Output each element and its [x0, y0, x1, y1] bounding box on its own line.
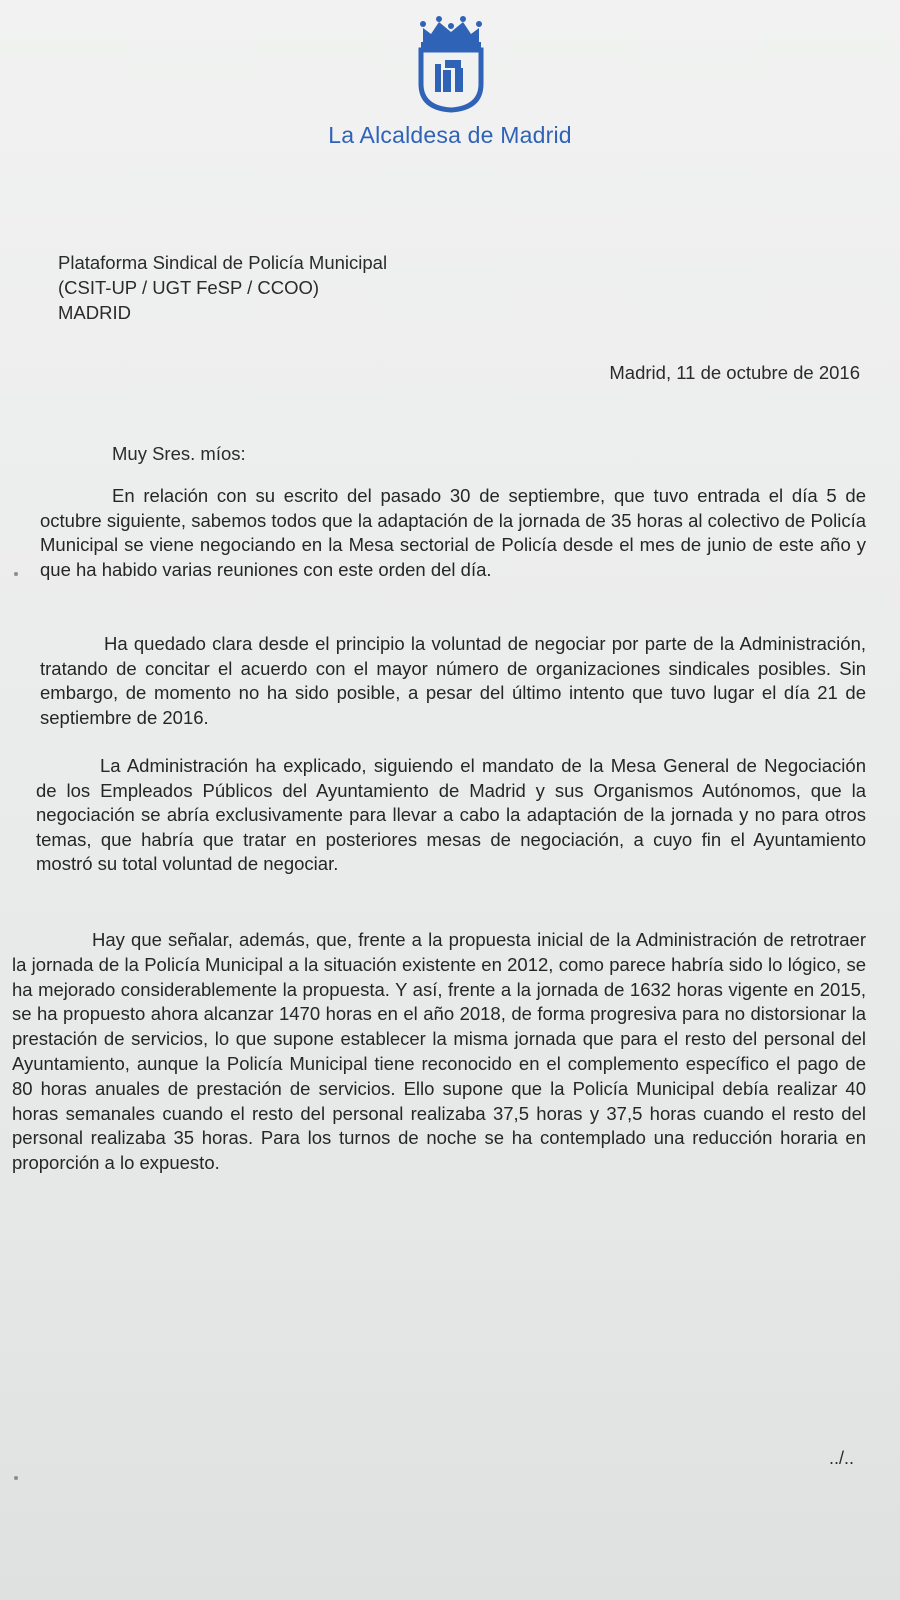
punch-mark	[14, 1476, 18, 1480]
salutation: Muy Sres. míos:	[112, 443, 246, 464]
body-paragraph: En relación con su escrito del pasado 30 de septiembre, que tuvo entrada el día 5 de octubre siguiente, sabemos todos que la adaptación de la jornada de 35 horas al colectivo de Policía Municipal se viene negociando en la Mesa sectorial de Policía desde el mes de junio de este año y que ha habido varias reuniones con este orden del día.	[40, 485, 866, 580]
recipient-block	[58, 250, 387, 325]
recipient-name: Plataforma Sindical de Policía Municipal	[58, 252, 388, 273]
recipient-city: MADRID	[58, 302, 131, 323]
recipient-unions: (CSIT-UP / UGT FeSP / CCOO)	[58, 277, 320, 298]
body-paragraph: Hay que señalar, además, que, frente a la propuesta inicial de la Administración de retrotraer la jornada de la Policía Municipal a la situación existente en 2012, como parece habría sido lo lógico, se ha mejorado considerablemente la propuesta. Y así, frente a la jornada de 1632 horas vigente en 2015, se ha propuesto ahora alcanzar 1470 horas en el año 2018, de forma progresiva para no distorsionar la prestación de servicios, lo que supone establecer la misma jornada que para el resto del personal del Ayuntamiento, aunque la Policía Municipal tiene reconocido en el complemento específico el pago de 80 horas anuales de prestación de servicios. Ello supone que la Policía Municipal debía realizar 40 horas semanales cuando el resto del personal realizaba 37,5 horas y 37,5 horas cuando el resto del personal realizaba 35 horas. Para los turnos de noche se ha contemplado una reducción horaria en proporción a lo expuesto.	[12, 929, 866, 1174]
punch-mark	[14, 572, 18, 576]
letter-date: Madrid, 11 de octubre de 2016	[609, 362, 860, 383]
continuation-mark: ../..	[828, 1448, 854, 1468]
letterhead-title: La Alcaldesa de Madrid	[328, 122, 572, 148]
madrid-coat-of-arms-icon	[415, 14, 487, 114]
body-paragraph: Ha quedado clara desde el principio la voluntad de negociar por parte de la Administración, tratando de concitar el acuerdo con el mayor número de organizaciones sindicales posibles. Sin embargo, de momento no ha sido posible, a pesar del último intento que tuvo lugar el día 21 de septiembre de 2016.	[40, 633, 866, 728]
body-paragraph: La Administración ha explicado, siguiendo el mandato de la Mesa General de Negociación de los Empleados Públicos del Ayuntamiento de Madrid y sus Organismos Autónomos, que la negociación se abría exclusivamente para llevar a cabo la adaptación de la jornada y no para otros temas, que habría que tratar en posteriores mesas de negociación, a cuyo fin el Ayuntamiento mostró su total voluntad de negociar.	[36, 755, 866, 874]
